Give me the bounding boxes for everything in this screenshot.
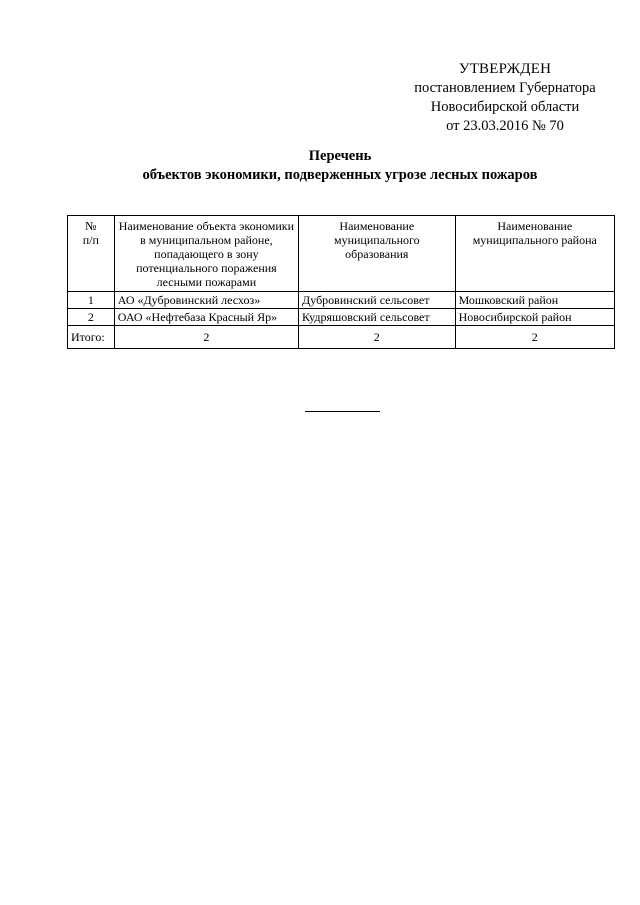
objects-table (67, 215, 615, 349)
approval-line-date: от 23.03.2016 № 70 (446, 118, 564, 134)
approval-title: УТВЕРЖДЕН (458, 61, 552, 77)
header-district: Наименование муниципального района (455, 216, 614, 292)
total-object-count: 2 (114, 326, 298, 349)
document-title-line2: объектов экономики, подверженных угрозе лесных пожаров (142, 167, 538, 183)
header-number (68, 216, 115, 292)
row-municipality: Дубровинский сельсовет (299, 292, 456, 309)
row-municipality: Кудряшовский сельсовет (299, 309, 456, 326)
table-header-row (68, 216, 615, 292)
row-object-name: АО «Дубровинский лесхоз» (114, 292, 298, 309)
row-district: Новосибирской район (455, 309, 614, 326)
total-label: Итого: (68, 326, 115, 349)
total-district-count: 2 (455, 326, 614, 349)
row-district: Мошковский район (455, 292, 614, 309)
row-number: 1 (68, 292, 115, 309)
total-municipality-count: 2 (299, 326, 456, 349)
row-number: 2 (68, 309, 115, 326)
table-row (68, 309, 615, 326)
table-total-row (68, 326, 615, 349)
header-number-abbr: п/п (82, 233, 99, 247)
end-divider-line (305, 411, 380, 412)
approval-line-decree: постановлением Губернатора (414, 80, 596, 96)
row-object-name: ОАО «Нефтебаза Красный Яр» (114, 309, 298, 326)
approval-line-region: Новосибирской области (430, 99, 580, 115)
header-municipality: Наименование муниципального образования (299, 216, 456, 292)
header-number-sign: № (85, 219, 97, 233)
header-object-name: Наименование объекта экономики в муниципальном районе, попадающего в зону потенциального поражения лесными пожарами (114, 216, 298, 292)
document-title-line1: Перечень (308, 148, 372, 164)
document-title (60, 147, 620, 185)
table-row (68, 292, 615, 309)
approval-block (400, 60, 610, 136)
